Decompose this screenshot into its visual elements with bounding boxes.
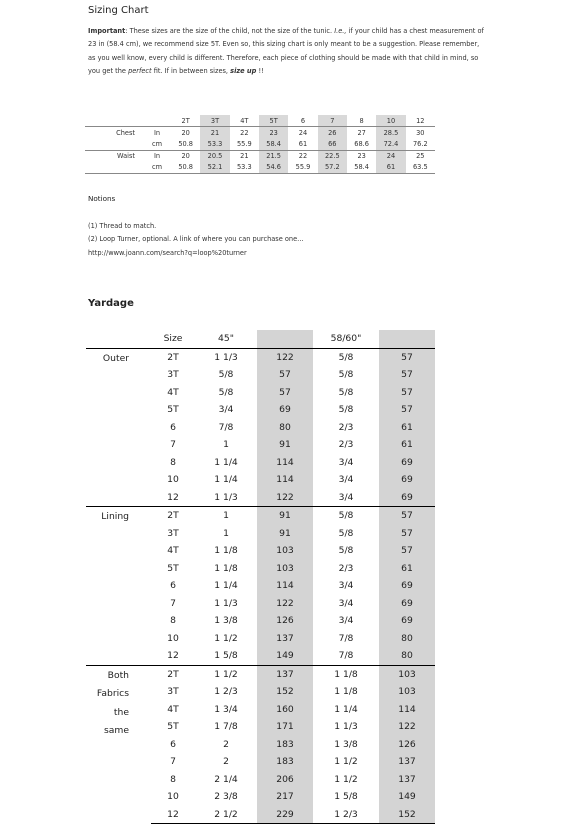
yardage-cell: 69	[379, 595, 435, 613]
sizing-row	[85, 150, 435, 162]
yardage-cell: 2 1/2	[195, 806, 257, 824]
sizing-row-unit: In	[143, 150, 171, 162]
sizing-table	[85, 115, 435, 174]
yardage-group-label	[86, 348, 151, 507]
sizing-cell: 25	[406, 150, 435, 162]
yardage-cell: 1 1/4	[214, 474, 238, 486]
yardage-cell: 69	[379, 471, 435, 489]
yardage-cell: 57	[379, 401, 435, 419]
yardage-cell: 3/4	[218, 404, 234, 416]
sizing-cell: 28.5	[376, 127, 405, 139]
sizing-header-row	[85, 115, 435, 127]
intro-size-up: size up	[230, 67, 257, 76]
yardage-cell: 12	[167, 650, 179, 662]
yardage-cell: 2 3/8	[214, 791, 238, 803]
sizing-cell: 76.2	[412, 139, 428, 148]
yardage-cell: 149	[379, 788, 435, 806]
yardage-cell: 3/4	[338, 615, 354, 627]
sizing-row-unit: In	[143, 127, 171, 139]
sizing-size-header: 6	[288, 115, 317, 127]
sizing-row	[85, 162, 435, 174]
yardage-cell: 160	[257, 701, 313, 719]
yardage-cell: 1 2/3	[313, 806, 379, 824]
yardage-cell: 217	[257, 788, 313, 806]
sizing-cell: 24	[288, 127, 317, 139]
yardage-size-header: Size	[151, 330, 195, 348]
yardage-group-name-line: Outer	[102, 352, 129, 364]
sizing-cell: 21	[200, 127, 229, 139]
yardage-cell: 3/4	[338, 456, 354, 468]
yardage-cell: 1 1/4	[214, 580, 238, 592]
yardage-cell: 122	[257, 595, 313, 613]
yardage-header-row	[86, 330, 435, 348]
yardage-cell: 137	[379, 771, 435, 789]
yardage-cell: 61	[379, 436, 435, 454]
sizing-cell: 22	[288, 150, 317, 162]
sizing-size-header: 5T	[259, 115, 288, 127]
sizing-cell: 72.4	[376, 138, 405, 150]
yardage-cell: 7	[170, 439, 176, 451]
sizing-cell: 50.8	[171, 162, 200, 174]
yardage-cell: 57	[379, 507, 435, 525]
yardage-cell: 1 5/8	[214, 650, 238, 662]
yardage-cell: 126	[379, 736, 435, 754]
yardage-58-header: 58/60"	[313, 330, 379, 348]
yardage-cell: 2T	[151, 665, 195, 683]
sizing-cell: 26	[318, 127, 347, 139]
yardage-cell: 171	[257, 718, 313, 736]
yardage-cell: 4T	[167, 703, 179, 715]
intro-important: Important	[88, 27, 126, 35]
yardage-cell: 57	[379, 366, 435, 384]
yardage-cell: 152	[257, 683, 313, 701]
yardage-cell: 2	[223, 738, 229, 750]
yardage-cell: 137	[257, 630, 313, 648]
yardage-cell: 2/3	[338, 439, 354, 451]
yardage-cell: 137	[379, 753, 435, 771]
sizing-header-blank	[85, 115, 143, 127]
yardage-group-label	[86, 507, 151, 666]
yardage-cell: 10	[167, 474, 179, 486]
notion-thread: (1) Thread to match.	[88, 222, 157, 230]
sizing-size-header: 2T	[171, 115, 200, 127]
yardage-cell: 1 5/8	[334, 791, 358, 803]
yardage-cell: 3T	[167, 527, 179, 539]
yardage-cell: 12	[167, 491, 179, 503]
yardage-cell: 183	[257, 736, 313, 754]
yardage-cell: 80	[379, 647, 435, 665]
sizing-cell: 21.5	[259, 150, 288, 162]
notions-list	[88, 220, 304, 260]
sizing-cell: 21	[230, 150, 259, 162]
yardage-cell: 1 1/4	[334, 703, 358, 715]
sizing-cell: 66	[318, 138, 347, 150]
sizing-row-unit: cm	[143, 162, 171, 174]
yardage-cell: 1 1/2	[334, 773, 358, 785]
yardage-cell: 122	[257, 489, 313, 507]
yardage-cell: 3T	[167, 686, 179, 698]
yardage-cell: 1 1/4	[214, 456, 238, 468]
sizing-cell: 58.4	[259, 138, 288, 150]
yardage-cell: 69	[257, 401, 313, 419]
notion-link[interactable]: http://www.joann.com/search?q=loop%20turner	[88, 248, 247, 257]
yardage-cell: 69	[379, 612, 435, 630]
yardage-cell: 1 1/8	[214, 562, 238, 574]
yardage-cell: 206	[257, 771, 313, 789]
yardage-cell: 57	[257, 384, 313, 402]
yardage-cell: 57	[257, 366, 313, 384]
yardage-cell: 1 1/3	[214, 491, 238, 503]
sizing-cell: 20	[171, 150, 200, 162]
yardage-cell: 80	[379, 630, 435, 648]
sizing-cell: 52.1	[200, 162, 229, 174]
yardage-cell: 6	[170, 580, 176, 592]
sizing-row-label	[85, 138, 143, 150]
yardage-cell: 7	[170, 597, 176, 609]
yardage-cell: 5/8	[313, 507, 379, 525]
yardage-cell: 3T	[167, 369, 179, 381]
intro-ie: I.e.,	[334, 27, 347, 35]
yardage-row	[86, 348, 435, 366]
yardage-cell: 6	[170, 738, 176, 750]
intro-text-1: : These sizes are the size of the child, not the size of the tunic.	[125, 27, 335, 35]
yardage-cell: 5/8	[338, 545, 354, 557]
yardage-cell: 80	[257, 419, 313, 437]
yardage-cell: 1 1/8	[334, 686, 358, 698]
sizing-row-label: Waist	[85, 150, 143, 162]
yardage-cell: 91	[257, 525, 313, 543]
yardage-cell: 1 3/4	[214, 703, 238, 715]
yardage-cell: 1 2/3	[214, 686, 238, 698]
yardage-cell: 10	[167, 632, 179, 644]
yardage-cell: 57	[379, 525, 435, 543]
sizing-cell: 63.5	[406, 162, 435, 174]
sizing-cell: 68.6	[354, 139, 369, 148]
sizing-cell: 23	[347, 150, 376, 162]
intro-text-3: fit. If in between sizes,	[151, 67, 231, 76]
sizing-cell: 24	[376, 150, 405, 162]
sizing-header-blank	[143, 115, 171, 127]
sizing-cell: 20.5	[200, 150, 229, 162]
yardage-cell: 3/4	[338, 580, 354, 592]
yardage-group-name-line: Both	[107, 669, 129, 681]
yardage-cell: 57	[379, 384, 435, 402]
yardage-cell: 1 1/2	[214, 632, 238, 644]
yardage-cell: 1 7/8	[214, 721, 238, 733]
yardage-cell: 5/8	[218, 386, 234, 398]
yardage-cell: 2T	[151, 507, 195, 525]
sizing-cell: 57.2	[318, 162, 347, 174]
yardage-cell: 1	[195, 507, 257, 525]
yardage-cell: 122	[257, 348, 313, 366]
yardage-cell: 12	[151, 806, 195, 824]
sizing-size-header: 3T	[200, 115, 229, 127]
yardage-row	[86, 507, 435, 525]
sizing-size-header: 12	[406, 115, 435, 127]
sizing-cell: 20	[171, 127, 200, 139]
yardage-cell: 1 1/3	[214, 597, 238, 609]
notions-title: Notions	[88, 194, 116, 203]
yardage-cell: 1 3/8	[334, 738, 358, 750]
sizing-cell: 58.4	[347, 162, 376, 174]
yardage-cell: 114	[379, 701, 435, 719]
yardage-cell: 5/8	[338, 386, 354, 398]
yardage-cell: 1 1/2	[195, 665, 257, 683]
yardage-group-name-line: Lining	[101, 511, 129, 522]
yardage-group-name-line: Fabrics	[96, 688, 129, 699]
yardage-45-header: 45"	[195, 330, 257, 348]
intro-text-4: !!	[256, 67, 264, 76]
notion-loop-turner: (2) Loop Turner, optional. A link of where you can purchase one…	[88, 235, 304, 244]
yardage-cell: 3/4	[338, 491, 354, 503]
yardage-cell: 69	[379, 489, 435, 507]
sizing-cell: 55.9	[236, 139, 252, 148]
yardage-cell: 7	[170, 756, 176, 768]
sizing-row-unit: cm	[151, 139, 163, 148]
sizing-row	[85, 127, 435, 139]
yardage-cell: 1 3/8	[214, 615, 238, 627]
sizing-cell: 22.5	[318, 150, 347, 162]
sizing-row	[85, 138, 435, 150]
yardage-cell: 122	[379, 718, 435, 736]
yardage-cell: 183	[257, 753, 313, 771]
yardage-cell: 2	[223, 756, 229, 768]
yardage-cell: 103	[257, 542, 313, 560]
yardage-cell: 5/8	[338, 351, 354, 363]
yardage-cell: 69	[379, 577, 435, 595]
yardage-cell: 1	[223, 439, 229, 451]
sizing-size-header: 4T	[230, 115, 259, 127]
yardage-cell: 114	[257, 454, 313, 472]
yardage-group-name-line: the same	[103, 706, 129, 736]
yardage-cell: 91	[257, 507, 313, 525]
yardage-header-blank	[86, 330, 151, 348]
yardage-cell: 7/8	[218, 421, 234, 433]
sizing-row-label	[85, 162, 143, 174]
intro-perfect: perfect	[128, 67, 152, 76]
yardage-cell: 61	[379, 560, 435, 578]
yardage-cell: 5T	[167, 562, 179, 574]
yardage-cell: 8	[170, 456, 176, 468]
sizing-cell: 53.3	[230, 162, 259, 174]
yardage-cell: 3/4	[338, 597, 354, 609]
yardage-cell: 103	[379, 665, 435, 683]
yardage-cell: 114	[257, 471, 313, 489]
sizing-size-header: 8	[347, 115, 376, 127]
yardage-cell: 126	[257, 612, 313, 630]
yardage-cell: 1	[223, 527, 229, 539]
yardage-cell: 91	[257, 436, 313, 454]
yardage-cell: 2 1/4	[214, 773, 238, 785]
sizing-cell: 22	[230, 127, 259, 139]
sizing-cell: 55.9	[288, 162, 317, 174]
yardage-cell: 2T	[167, 351, 179, 363]
yardage-cell: 152	[379, 806, 435, 824]
yardage-cell: 5/8	[218, 369, 234, 381]
yardage-cell: 3/4	[338, 474, 354, 486]
yardage-cell: 8	[170, 615, 176, 627]
yardage-cell: 7/8	[338, 650, 354, 662]
yardage-row	[86, 665, 435, 683]
yardage-cell: 5/8	[338, 527, 354, 539]
yardage-cell: 103	[257, 560, 313, 578]
yardage-cell: 2/3	[338, 562, 354, 574]
yardage-cell: 1 1/3	[214, 351, 238, 363]
yardage-cell: 149	[257, 647, 313, 665]
yardage-group-label	[86, 665, 151, 824]
sizing-cell: 23	[259, 127, 288, 139]
yardage-header-blank	[379, 330, 435, 348]
sizing-size-header: 10	[376, 115, 405, 127]
sizing-row-label: Chest	[85, 127, 143, 139]
sizing-cell: 61	[376, 162, 405, 174]
sizing-cell: 53.3	[200, 138, 229, 150]
yardage-cell: 57	[379, 542, 435, 560]
sizing-cell: 61	[298, 139, 308, 148]
yardage-cell: 69	[379, 454, 435, 472]
yardage-cell: 8	[170, 773, 176, 785]
sizing-cell: 27	[347, 127, 376, 139]
yardage-cell: 4T	[167, 386, 179, 398]
yardage-cell: 1 1/3	[334, 721, 358, 733]
sizing-chart-title: Sizing Chart	[88, 5, 149, 16]
yardage-cell: 4T	[167, 545, 179, 557]
yardage-cell: 5/8	[338, 369, 354, 381]
yardage-cell: 5/8	[338, 404, 354, 416]
yardage-cell: 1 1/8	[313, 665, 379, 683]
yardage-header-blank	[257, 330, 313, 348]
yardage-cell: 57	[379, 348, 435, 366]
sizing-cell: 54.6	[259, 162, 288, 174]
yardage-cell: 114	[257, 577, 313, 595]
yardage-cell: 229	[257, 806, 313, 824]
yardage-cell: 1 1/2	[334, 756, 358, 768]
yardage-cell: 2/3	[338, 421, 354, 433]
intro-text-2: if your child has a chest measurement of 23 in (58.4 cm), we recommend size 5T. Even so, this sizing chart is only meant to be a suggestion. Please remember, as you well know, every child is different. Therefore, each piece of clothing should be made with that child in mind, so you get the	[88, 27, 484, 76]
yardage-cell: 7/8	[338, 632, 354, 644]
yardage-cell: 61	[379, 419, 435, 437]
yardage-cell: 6	[170, 421, 176, 433]
yardage-cell: 103	[379, 683, 435, 701]
yardage-cell: 5T	[167, 721, 179, 733]
sizing-size-header: 7	[318, 115, 347, 127]
sizing-cell: 50.8	[178, 139, 193, 148]
sizing-intro	[88, 25, 488, 79]
yardage-cell: 5T	[167, 404, 179, 416]
yardage-cell: 1 1/8	[214, 545, 238, 557]
sizing-cell: 30	[406, 127, 435, 139]
yardage-cell: 10	[167, 791, 179, 803]
yardage-title: Yardage	[88, 298, 134, 309]
yardage-cell: 137	[257, 665, 313, 683]
yardage-table	[86, 330, 435, 824]
